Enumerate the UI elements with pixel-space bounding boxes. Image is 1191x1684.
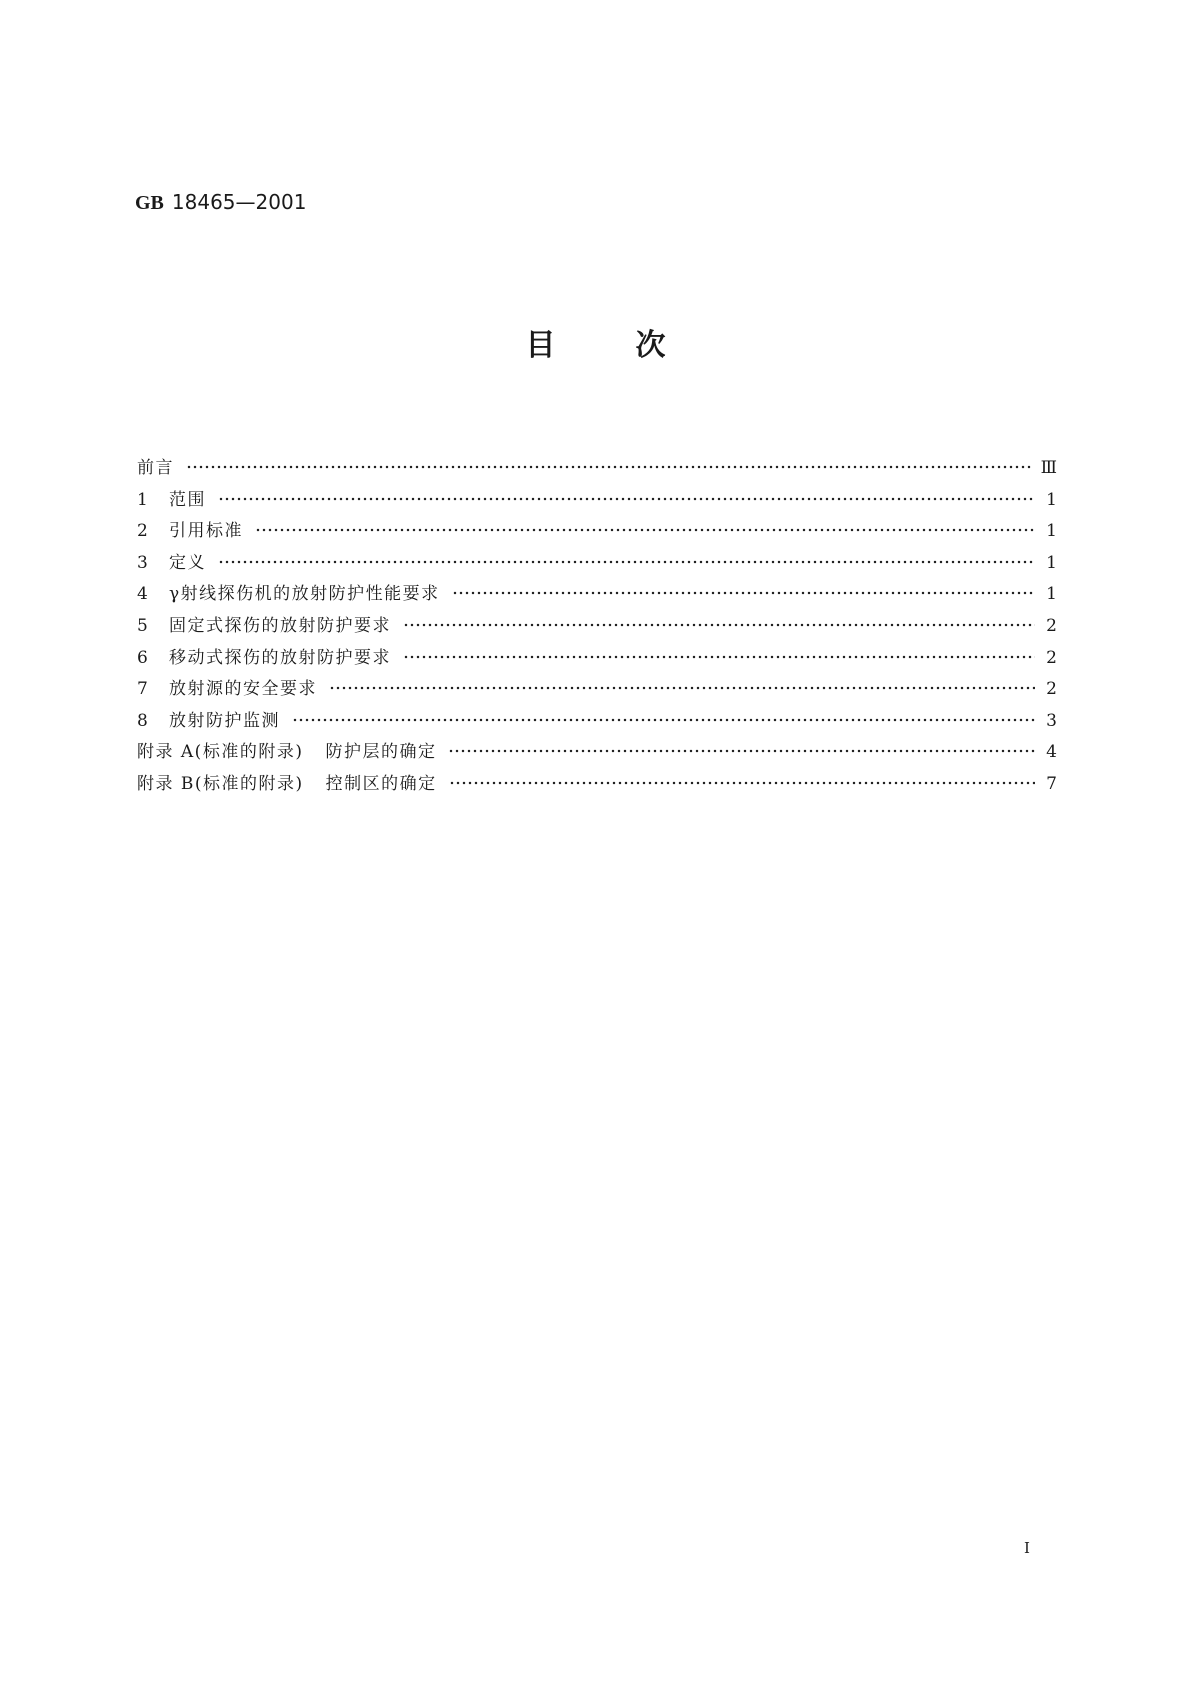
dot-leader — [329, 686, 1035, 690]
toc-appendix-subtitle: 控制区的确定 — [325, 773, 437, 794]
dot-leader — [218, 497, 1035, 501]
toc-page-number: 1 — [1046, 489, 1057, 510]
toc-appendix-title — [137, 737, 436, 769]
toc-entry-foreword[interactable] — [137, 453, 1057, 485]
toc-page-number: 1 — [1046, 584, 1057, 605]
toc-section-number: 8 — [137, 710, 148, 731]
toc-section-number: 2 — [137, 521, 148, 542]
toc-entry-appendix-a[interactable] — [137, 737, 1057, 769]
toc-section-number: 6 — [137, 647, 148, 668]
toc-entry-title: 移动式探伤的放射防护要求 — [169, 647, 391, 668]
toc-page-number: 2 — [1046, 615, 1057, 636]
toc-entry-title: 放射源的安全要求 — [169, 679, 317, 700]
dot-leader — [292, 718, 1035, 722]
toc-section-number: 1 — [137, 489, 148, 510]
toc-entry-3[interactable] — [137, 548, 1057, 580]
toc-entry-title: γ射线探伤机的放射防护性能要求 — [169, 584, 440, 605]
toc-page-number: 1 — [1046, 552, 1057, 573]
toc-entry-6[interactable] — [137, 643, 1057, 675]
dot-leader — [448, 749, 1035, 753]
dot-leader — [449, 781, 1035, 785]
table-of-contents — [137, 453, 1057, 801]
toc-section-number: 4 — [137, 584, 148, 605]
toc-appendix-subtitle: 防护层的确定 — [325, 742, 437, 763]
standard-code — [135, 190, 306, 215]
dot-leader — [403, 655, 1035, 659]
toc-entry-4[interactable] — [137, 579, 1057, 611]
toc-section-number: 5 — [137, 615, 148, 636]
toc-entry-title: 放射防护监测 — [169, 710, 280, 731]
standard-prefix: GB — [135, 192, 164, 214]
toc-section-number: 3 — [137, 552, 148, 573]
toc-entry-title: 定义 — [169, 552, 206, 573]
toc-entry-title: 引用标准 — [169, 521, 243, 542]
toc-entry-title: 固定式探伤的放射防护要求 — [169, 615, 391, 636]
dot-leader — [403, 623, 1035, 627]
toc-appendix-label: 附录 B(标准的附录) — [137, 773, 304, 794]
toc-page-number: 4 — [1046, 742, 1057, 763]
toc-entry-1[interactable] — [137, 485, 1057, 517]
page-number-footer: I — [1024, 1539, 1030, 1557]
toc-page-number: 1 — [1046, 521, 1057, 542]
toc-appendix-title — [137, 769, 437, 801]
toc-entry-appendix-b[interactable] — [137, 769, 1057, 801]
toc-page-number: 2 — [1046, 679, 1057, 700]
toc-page-number: 3 — [1046, 710, 1057, 731]
toc-entry-8[interactable] — [137, 706, 1057, 738]
toc-appendix-label: 附录 A(标准的附录) — [137, 742, 304, 763]
dot-leader — [186, 465, 1031, 469]
toc-page-number: Ⅲ — [1040, 458, 1057, 478]
dot-leader — [452, 591, 1035, 595]
toc-section-number: 7 — [137, 679, 148, 700]
toc-entry-title: 前言 — [137, 458, 174, 478]
toc-page-number: 2 — [1046, 647, 1057, 668]
toc-page-number: 7 — [1046, 773, 1057, 794]
toc-entry-title: 范围 — [169, 489, 206, 510]
dot-leader — [255, 528, 1035, 532]
standard-number: 18465—2001 — [171, 190, 307, 214]
dot-leader — [218, 560, 1035, 564]
toc-entry-7[interactable] — [137, 674, 1057, 706]
toc-entry-2[interactable] — [137, 516, 1057, 548]
page-title: 目次 — [525, 328, 746, 363]
toc-entry-5[interactable] — [137, 611, 1057, 643]
